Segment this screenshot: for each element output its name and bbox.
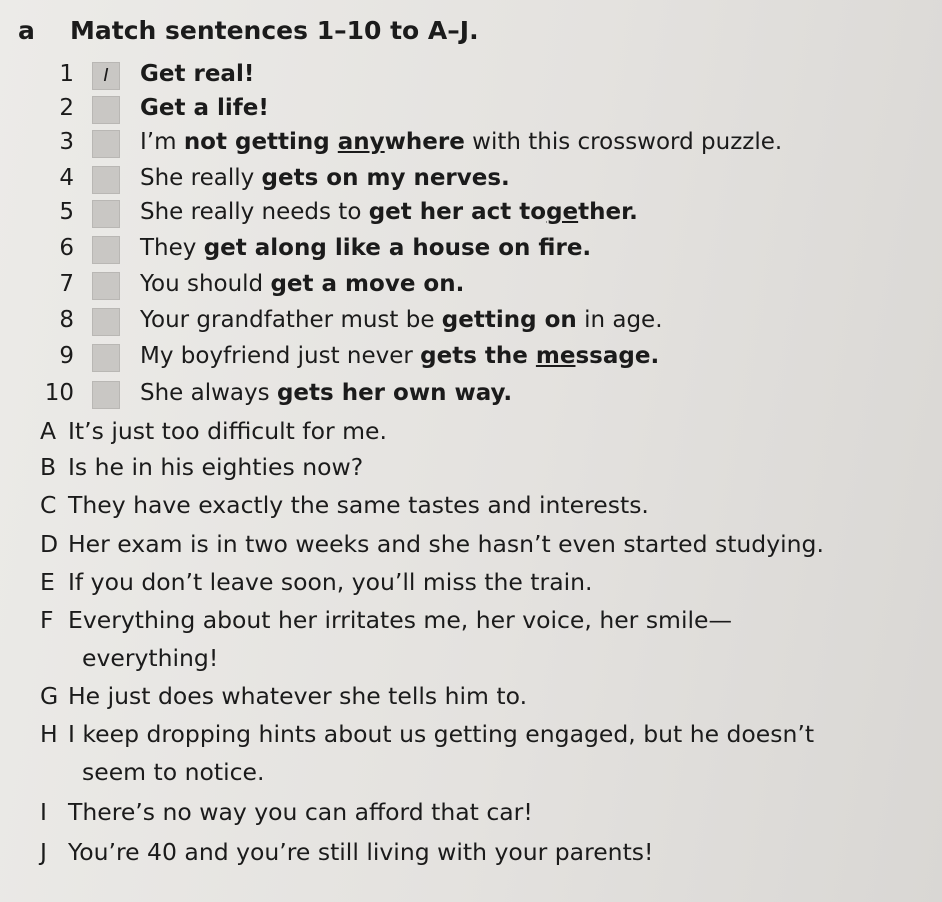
option-letter: E — [40, 568, 55, 596]
option-text: Is he in his eighties now? — [68, 453, 364, 481]
question-number: 7 — [59, 271, 74, 297]
answer-box[interactable] — [92, 381, 120, 409]
question-text: She really gets on my nerves. — [140, 165, 510, 191]
question-text: They get along like a house on fire. — [140, 235, 592, 261]
question-text: Your grandfather must be getting on in age. — [140, 307, 663, 333]
question-text: My boyfriend just never gets the message. — [140, 343, 660, 369]
answer-option — [40, 606, 732, 634]
option-letter: H — [40, 720, 58, 748]
question-number: 3 — [59, 129, 74, 155]
question-number: 8 — [59, 307, 74, 333]
option-letter: A — [40, 417, 57, 445]
option-letter: B — [40, 453, 57, 481]
question-text: Get real! — [140, 61, 255, 87]
option-letter: J — [40, 838, 47, 866]
option-text-continuation: everything! — [82, 644, 219, 672]
option-text: He just does whatever she tells him to. — [68, 682, 528, 710]
answer-option — [40, 720, 814, 748]
question-number: 5 — [59, 199, 74, 225]
answer-option — [40, 798, 533, 826]
question-text: Get a life! — [140, 95, 269, 121]
answer-box[interactable] — [92, 130, 120, 158]
answer-option — [40, 453, 363, 481]
answer-box[interactable] — [92, 272, 120, 300]
question-number: 2 — [59, 95, 74, 121]
exercise-heading — [18, 16, 479, 45]
question-number: 9 — [59, 343, 74, 369]
exercise-instruction: Match sentences 1–10 to A–J. — [70, 16, 479, 45]
answer-option — [40, 838, 653, 866]
option-text: Her exam is in two weeks and she hasn’t even started studying. — [68, 530, 824, 558]
option-text: They have exactly the same tastes and interests. — [68, 491, 649, 519]
question-number: 6 — [59, 235, 74, 261]
answer-option — [40, 530, 824, 558]
question-number: 4 — [59, 165, 74, 191]
answer-option — [40, 568, 592, 596]
option-text: Everything about her irritates me, her voice, her smile— — [68, 606, 732, 634]
answer-option — [40, 417, 387, 445]
option-text: There’s no way you can afford that car! — [68, 798, 533, 826]
answer-box[interactable] — [92, 166, 120, 194]
answer-option — [40, 682, 527, 710]
answer-box[interactable] — [92, 200, 120, 228]
answer-box[interactable]: I — [92, 62, 120, 90]
answer-box[interactable] — [92, 236, 120, 264]
answer-box[interactable] — [92, 308, 120, 336]
option-letter: D — [40, 530, 59, 558]
question-text: I’m not getting anywhere with this crossword puzzle. — [140, 129, 783, 155]
answer-box[interactable] — [92, 96, 120, 124]
question-number: 10 — [44, 380, 74, 406]
option-letter: I — [40, 798, 47, 826]
option-text: I keep dropping hints about us getting engaged, but he doesn’t — [68, 720, 815, 748]
question-text: She really needs to get her act together. — [140, 199, 638, 225]
option-letter: F — [40, 606, 54, 634]
question-number: 1 — [59, 61, 74, 87]
option-letter: C — [40, 491, 57, 519]
exercise-letter: a — [18, 16, 35, 45]
option-text-continuation: seem to notice. — [82, 758, 265, 786]
option-text: It’s just too difficult for me. — [68, 417, 387, 445]
answer-option — [40, 491, 649, 519]
option-text: You’re 40 and you’re still living with your parents! — [68, 838, 654, 866]
option-text: If you don’t leave soon, you’ll miss the train. — [68, 568, 593, 596]
question-text: She always gets her own way. — [140, 380, 513, 406]
answer-box[interactable] — [92, 344, 120, 372]
option-letter: G — [40, 682, 59, 710]
question-text: You should get a move on. — [140, 271, 465, 297]
